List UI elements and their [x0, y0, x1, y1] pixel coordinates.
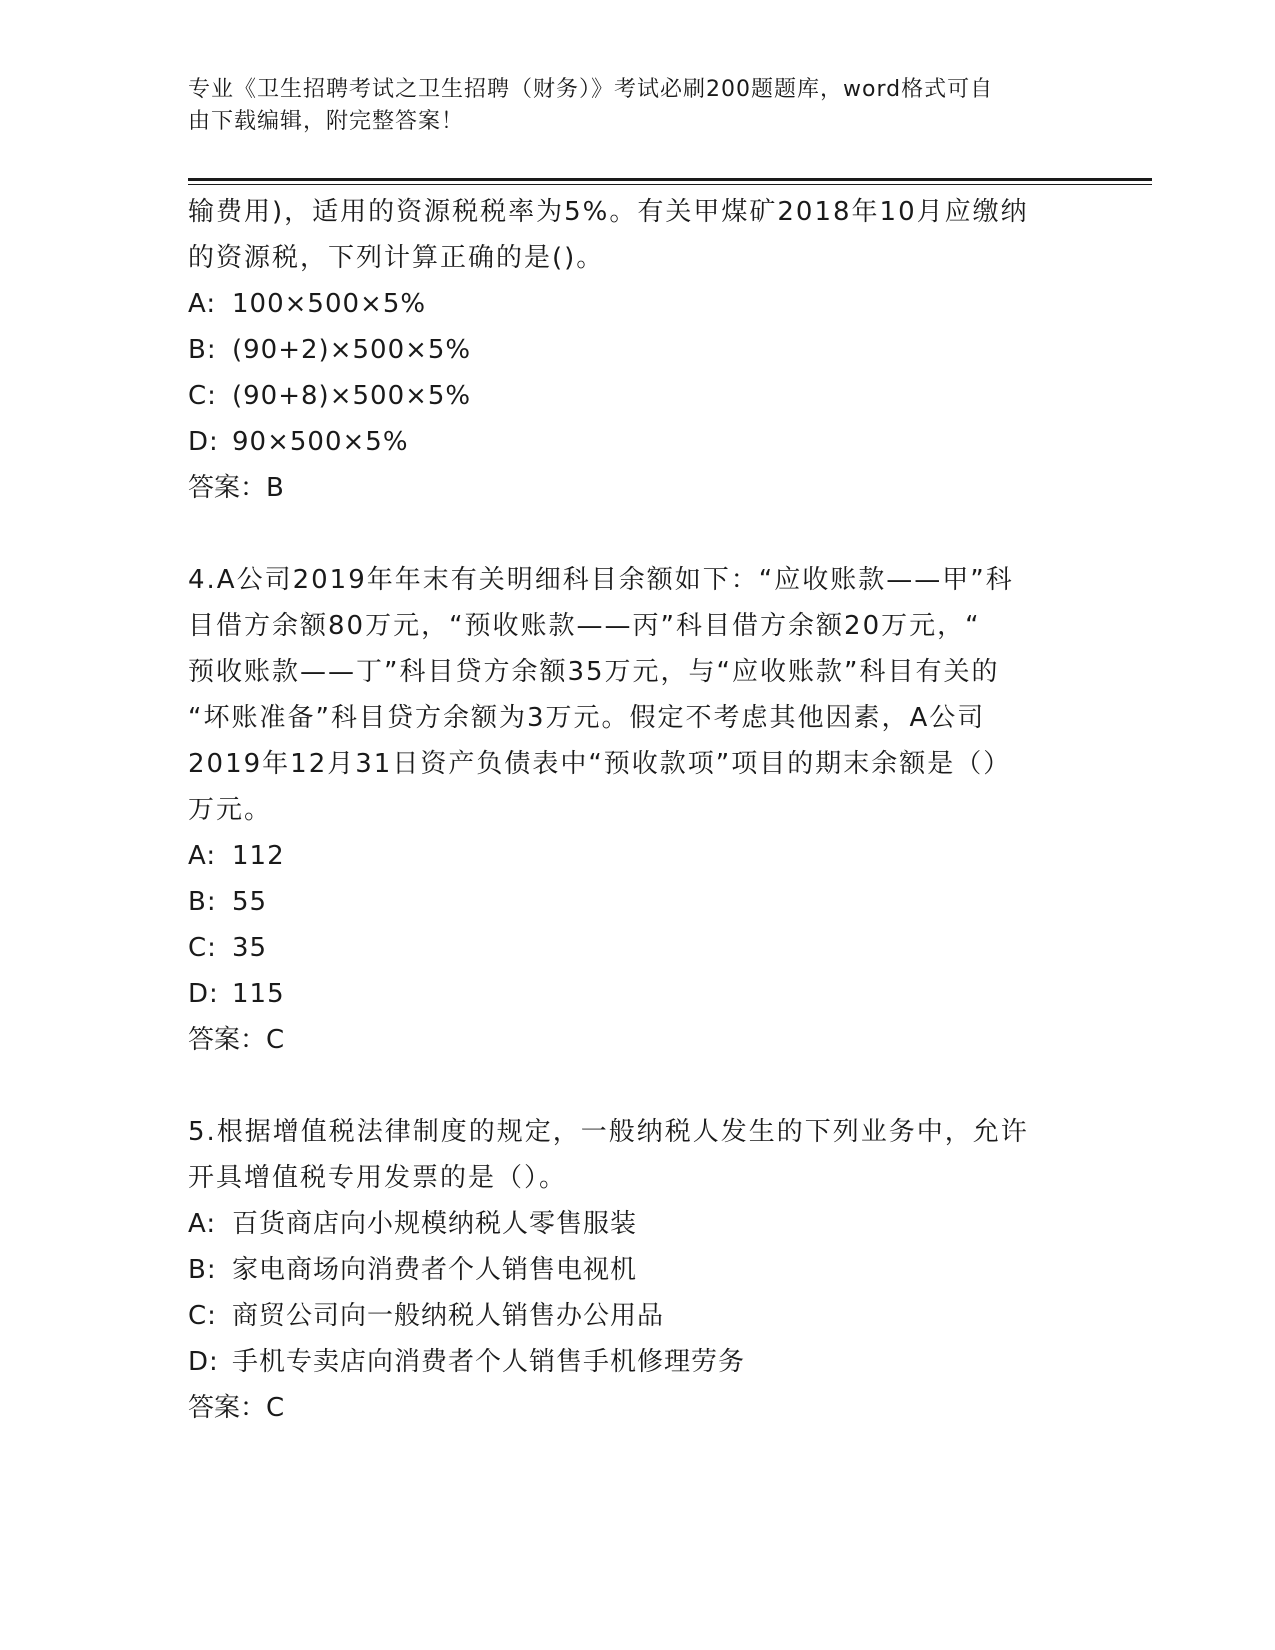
option-key: B: — [188, 335, 217, 365]
question-4-line-4: “坏账准备”科目贷方余额为3万元。假定不考虑其他因素，A公司 — [188, 703, 986, 733]
question-4-option-c — [188, 925, 1088, 971]
header-divider-thin — [188, 184, 1152, 185]
option-text: 112 — [232, 841, 285, 871]
question-4-answer: 答案：C — [188, 1025, 285, 1055]
option-text: 百货商店向小规模纳税人零售服装 — [232, 1209, 638, 1239]
question-4-stem — [188, 557, 1088, 833]
question-3 — [188, 189, 1088, 511]
question-3-text-line-2: 的资源税，下列计算正确的是()。 — [188, 243, 605, 273]
option-key: C: — [188, 933, 217, 963]
question-3-option-d — [188, 419, 1088, 465]
question-5-stem — [188, 1109, 1088, 1201]
option-text: 90×500×5% — [232, 427, 409, 457]
option-key: D: — [188, 979, 219, 1009]
question-5-option-d — [188, 1339, 1088, 1385]
question-5-line-2: 开具增值税专用发票的是（）。 — [188, 1163, 568, 1193]
question-5-option-a — [188, 1201, 1088, 1247]
question-4-line-6: 万元。 — [188, 795, 273, 825]
option-text: 35 — [232, 933, 268, 963]
header-line-2: 由下载编辑，附完整答案！ — [188, 109, 465, 134]
document-body — [188, 189, 1088, 1431]
question-3-option-c — [188, 373, 1088, 419]
header-divider-thick — [188, 178, 1152, 181]
question-5 — [188, 1109, 1088, 1431]
question-4-option-a — [188, 833, 1088, 879]
option-key: D: — [188, 427, 219, 457]
option-key: A: — [188, 289, 217, 319]
question-3-answer: 答案：B — [188, 473, 284, 503]
question-4-line-5: 2019年12月31日资产负债表中“预收款项”项目的期末余额是（） — [188, 749, 1012, 779]
option-text: (90+8)×500×5% — [232, 381, 472, 411]
option-text: 商贸公司向一般纳税人销售办公用品 — [232, 1301, 665, 1331]
option-text: 115 — [232, 979, 285, 1009]
option-key: C: — [188, 1301, 217, 1331]
option-key: A: — [188, 841, 217, 871]
question-5-line-1: 5.根据增值税法律制度的规定，一般纳税人发生的下列业务中，允许 — [188, 1117, 1029, 1147]
question-4-option-b — [188, 879, 1088, 925]
option-key: C: — [188, 381, 217, 411]
option-key: D: — [188, 1347, 219, 1377]
header-line-1: 专业《卫生招聘考试之卫生招聘（财务）》考试必刷200题题库，word格式可自 — [188, 77, 994, 102]
option-key: A: — [188, 1209, 217, 1239]
option-text: 100×500×5% — [232, 289, 427, 319]
question-5-option-c — [188, 1293, 1088, 1339]
question-5-option-b — [188, 1247, 1088, 1293]
question-5-answer: 答案：C — [188, 1393, 285, 1423]
spacer — [188, 1063, 1088, 1109]
option-text: 家电商场向消费者个人销售电视机 — [232, 1255, 638, 1285]
question-4-line-2: 目借方余额80万元，“预收账款——丙”科目借方余额20万元，“ — [188, 611, 981, 641]
spacer — [188, 511, 1088, 557]
question-4-line-1: 4.A公司2019年年末有关明细科目余额如下：“应收账款——甲”科 — [188, 565, 1014, 595]
question-3-text-line-1: 输费用)，适用的资源税税率为5%。有关甲煤矿2018年10月应缴纳 — [188, 197, 1029, 227]
option-text: 手机专卖店向消费者个人销售手机修理劳务 — [232, 1347, 746, 1377]
question-4-option-d — [188, 971, 1088, 1017]
option-key: B: — [188, 1255, 217, 1285]
question-3-option-a — [188, 281, 1088, 327]
question-4-line-3: 预收账款——丁”科目贷方余额35万元，与“应收账款”科目有关的 — [188, 657, 1000, 687]
page-header — [188, 74, 1088, 138]
question-3-option-b — [188, 327, 1088, 373]
question-4 — [188, 557, 1088, 1063]
option-key: B: — [188, 887, 217, 917]
option-text: (90+2)×500×5% — [232, 335, 472, 365]
option-text: 55 — [232, 887, 268, 917]
